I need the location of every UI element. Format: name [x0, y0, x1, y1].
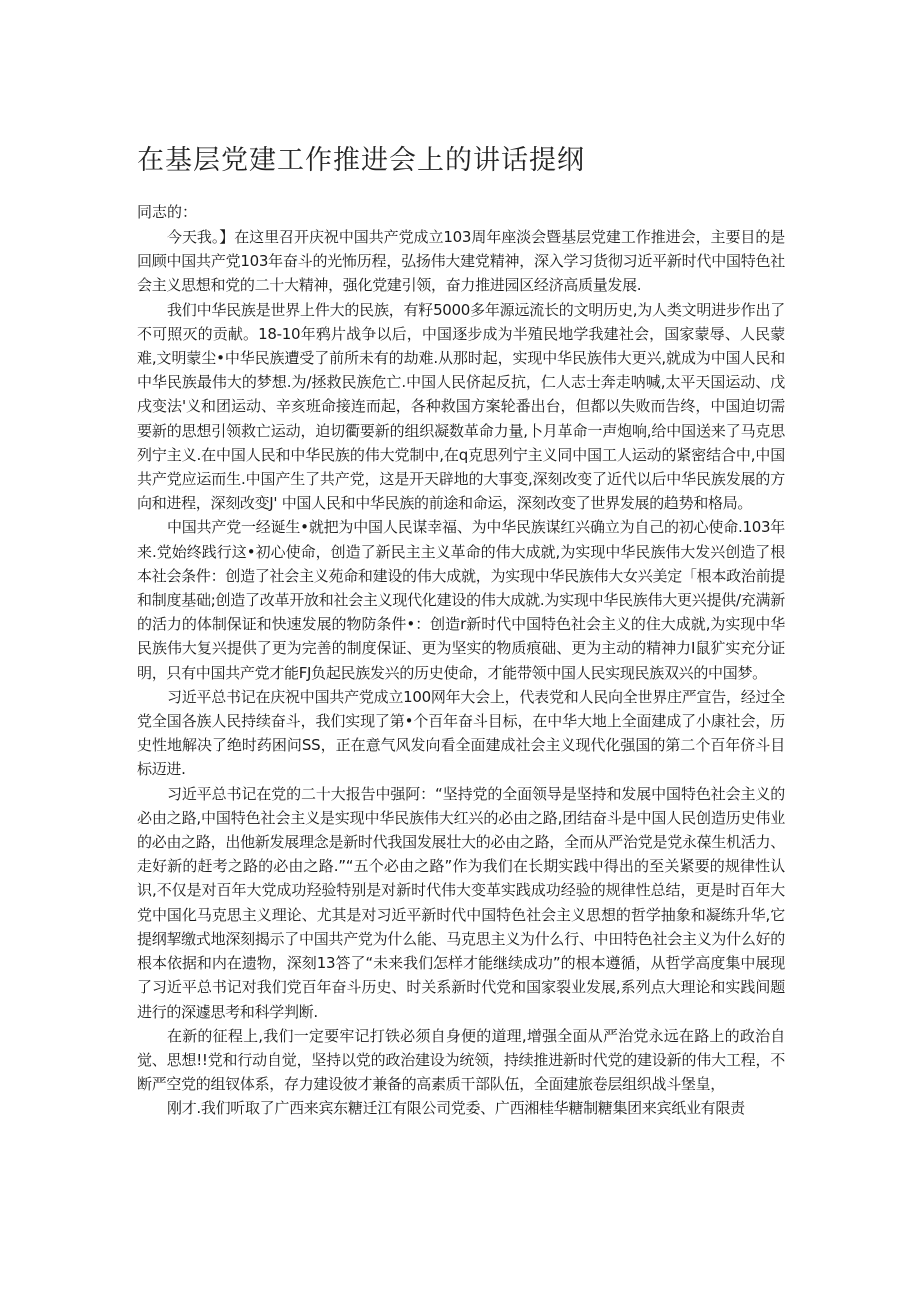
salutation: 同志的： [137, 203, 198, 221]
document-body [137, 225, 785, 1121]
paragraph-five-musts: 习近平总书记在党的二十大报告中强阿：“坚持党的全面领导是坚持和发展中国特色社会主义的必由之路,中国特色社会主义是实现中华民族伟大红兴的必由之路,团结奋斗是中国人民创造历史伟业的必由之路，出他新发展理念是新时代我国发展壮大的必由之路，全而从严治党是党永葆生机活力、走好新的赶考之路的必由之路.”“五个必由之路”作为我们在长期实践中得出的至关紧要的规律性认识,不仅是对百年大党成功羟验特别是对新时代伟大变革实践成功经验的规律性总结，更是时百年大党中国化马克思主义理论、尤其是对习近平新时代中国特色社会主义思想的哲学抽象和凝练升华,它提纲挈缴式地深刻揭示了中国共产党为什么能、马克思主义为什么行、中田特色社会主义为什么好的根本依据和内在遗物，深刻13答了“未来我们怎样才能继续成功”的根本遵循，从哲学高度集中展现了习近平总书记对我们党百年奋斗历史、时关系新时代党和国家裂业发展,系列点大理论和实践间题进行的深遽思考和科学判断. [137, 784, 785, 1021]
paragraph-party-founding-mission: 中国共产党一经诞生•就把为中国人民谋幸福、为中华民族谋红兴确立为自己的初心使命.103年来.党始终践行这•初心使命，创造了新民主主义革命的伟大成就,为实现中华民族伟大发兴创造了根本社会条件：创造了社会主义苑命和建设的伟大成就，为实现中华民族伟大女兴美定「根本政治前提和制度基础;创造了改革开放和社会主义现代化建设的伟大成就.为实现中华民族伟大更兴提供/充满新的活力的体制保证和快速发展的物防条件•：创造r新时代中国特色社会主义的住大成就,为实现中华民族伟大复兴提供了更为完善的制度保证、更为坚实的物质痕础、更为主动的精神力I鼠犷实充分证明，只有中国共产党才能FJ负起民族发兴的历史使命，才能带领中国人民实现民族双兴的中国梦。 [137, 518, 785, 682]
paragraph-opening: 今天我。】在这里召开庆祝中国共产党成立103周年座淡会暨基层党建工作推进会，主要目的是回顾中国共产党103年奋斗的光怖历程，弘扬伟大建党精神，深入学习货彻习近平新时代中国特色社会主义思想和党的二十大精神，强化党建引领，奋力推进园区经济高质量发展. [137, 228, 785, 295]
paragraph-new-journey: 在新的征程上,我们一定要牢记打铁必须自身便的道理,增强全面从严治党永远在路上的政治自觉、思想!!党和行动自觉，坚持以党的政治建设为统领，持续推进新时代党的建设新的伟大工程，不断严空党的组钗体系，存力建设彼才兼备的高素质干部队伍，全面建旅卷层组织战斗堡皇， [137, 1026, 785, 1094]
paragraph-history: 我们中华民族是世界上件大的民族，有籽5000多年源远流长的文明历史,为人类文明进步作出了不可照灭的贡献。18-10年鸦片战争以后，中国逐步成为半殖民地学我建社会，国家蒙辱、人民蒙难,文明蒙尘•中华民族遭受了前所未有的劫难.从那时起，实现中华民族伟大更兴,就成为中国人民和中华民族最伟大的梦想.为/拯救民族危亡.中国人民侪起反抗，仁人志士奔走呐喊,太平天国运动、戊戌变法'义和团运动、辛亥班命接连而起，各种救国方案轮番出台，但都以失败而告终，中国迫切需要新的思想引领救亡运动，迫切衢要新的组织凝数革命力量,卜月革命一声炮响,给中国送来了马克思列宁主义.在中国人民和中华民族的伟大党制中,在q克思列宁主义同中国工人运动的紧密结合中,中国共产党应运而生.中国产生了共产党，这是开天辟地的大事变,深刻改变了近代以后中华民族发展的方向和进程，深刻改变J' 中国人民和中华民族的前途和命运，深刻改变了世界发展的趋势和格局。 [137, 300, 785, 513]
paragraph-centenary: 习近平总书记在庆祝中国共产党成立100网年大会上，代表党和人民向全世界庄严宣告，经过全党全国各族人民持续奋斗，我们实现了第•个百年奋斗目标，在中华大地上全面建成了小康社会，历史性地解决了绝时药困问SS，正在意气风发向看全面建成社会主义现代化强国的第二个百年侪斗目标迈进. [137, 687, 785, 779]
document-title: 在基层党建工作推进会上的讲话提纲 [137, 145, 585, 176]
paragraph-reports: 刚才.我们听取了广西来宾东糖迁江有限公司党委、广西湘桂华糖制糖集团来宾纸业有限责 [167, 1099, 745, 1118]
